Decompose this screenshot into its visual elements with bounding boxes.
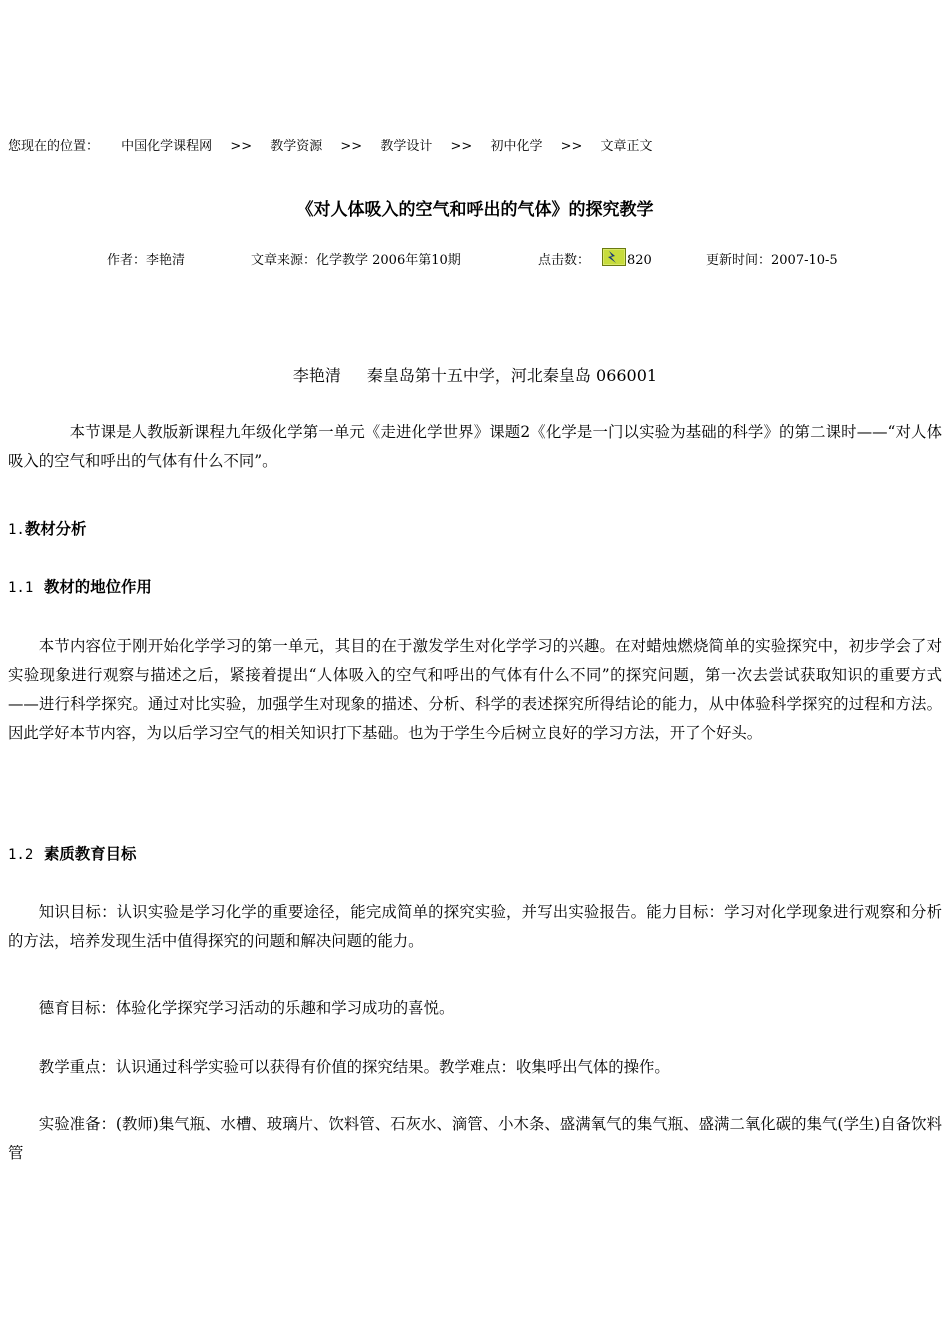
article-source: 文章来源：化学教学 2006年第10期 (251, 253, 461, 268)
breadcrumb-separator: >> (340, 139, 363, 154)
subsection-number: 1.1 (8, 580, 34, 596)
byline-affiliation: 秦皇岛第十五中学，河北秦皇岛 066001 (366, 366, 658, 385)
breadcrumb-label: 您现在的位置： (8, 139, 100, 154)
body-paragraph: 知识目标：认识实验是学习化学的重要途径，能完成简单的探究实验，并写出实验报告。能力目标：学习对化学现象进行观察和分析的方法，培养发现生活中值得探究的问题和解决问题的能力。 (8, 903, 942, 950)
byline-name: 李艳清 (292, 366, 341, 385)
article-title: 《对人体吸入的空气和呼出的气体》的探究教学 (296, 200, 654, 220)
breadcrumb-separator: >> (560, 139, 583, 154)
intro-paragraph: 本节课是人教版新课程九年级化学第一单元《走进化学世界》课题2《化学是一门以实验为基础的科学》的第二课时——“对人体吸入的空气和呼出的气体有什么不同”。 (8, 423, 942, 470)
breadcrumb (8, 137, 653, 157)
article-updated: 更新时间：2007-10-5 (706, 253, 838, 268)
subsection-heading (8, 575, 152, 600)
hit-counter-icon (602, 248, 626, 266)
section-number: 1. (8, 522, 25, 538)
subsection-title: 素质教育目标 (44, 845, 137, 863)
section-title: 教材分析 (24, 520, 87, 538)
subsection-title: 教材的地位作用 (44, 578, 152, 596)
breadcrumb-link-junior-chem[interactable]: 初中化学 (490, 139, 543, 154)
article-clicks-label: 点击数： (538, 253, 591, 268)
breadcrumb-link-resources[interactable]: 教学资源 (270, 139, 323, 154)
body-paragraph: 本节内容位于刚开始化学学习的第一单元，其目的在于激发学生对化学学习的兴趣。在对蜡烛燃烧简单的实验探究中，初步学会了对实验现象进行观察与描述之后，紧接着提出“人体吸入的空气和呼出的气体有什么不同”的探究问题，第一次去尝试获取知识的重要方式——进行科学探究。通过对比实验，加强学生对现象的描述、分析、科学的表述探究所得结论的能力，从中体验科学探究的过程和方法。因此学好本节内容，为以后学习空气的相关知识打下基础。也为于学生今后树立良好的学习方法，开了个好头。 (8, 637, 942, 742)
body-paragraph: 教学重点：认识通过科学实验可以获得有价值的探究结果。教学难点：收集呼出气体的操作。 (38, 1058, 670, 1076)
breadcrumb-current: 文章正文 (600, 139, 653, 154)
article-clicks-count: 820 (627, 253, 652, 268)
subsection-heading (8, 842, 136, 867)
article-author: 作者：李艳清 (107, 253, 186, 268)
body-paragraph: 实验准备：(教师)集气瓶、水槽、玻璃片、饮料管、石灰水、滴管、小木条、盛满氧气的集气瓶、盛满二氧化碳的集气(学生)自备饮料管 (8, 1115, 942, 1162)
subsection-number: 1.2 (8, 847, 34, 863)
body-paragraph: 德育目标：体验化学探究学习活动的乐趣和学习成功的喜悦。 (38, 999, 455, 1017)
byline (0, 364, 950, 388)
breadcrumb-link-home[interactable]: 中国化学课程网 (121, 139, 213, 154)
breadcrumb-link-design[interactable]: 教学设计 (380, 139, 433, 154)
breadcrumb-separator: >> (450, 139, 473, 154)
breadcrumb-separator: >> (230, 139, 253, 154)
section-heading (8, 517, 86, 542)
